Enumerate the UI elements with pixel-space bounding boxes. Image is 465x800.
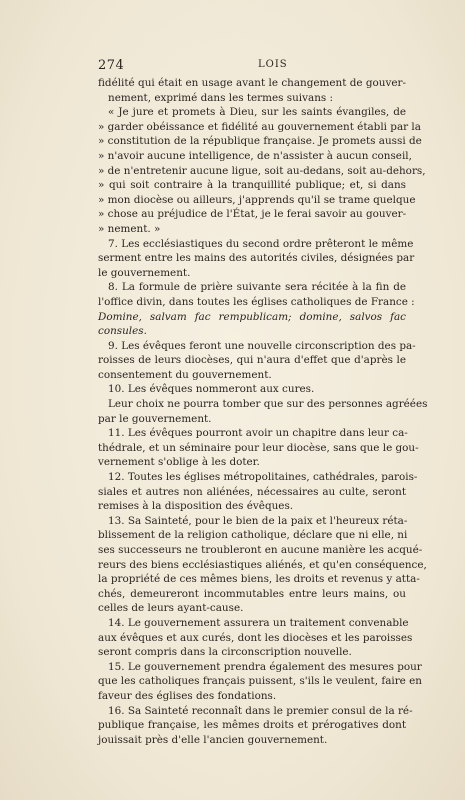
text-line: » constitution de la république française. Je promets aussi de [98, 135, 422, 148]
text-line: siales et autres non aliénées, nécessaires au culte, seront [98, 485, 406, 498]
text-line: publique française, les mêmes droits et prérogatives dont [98, 719, 406, 732]
text-line: » de n'entretenir aucune ligue, soit au-dedans, soit au-dehors, [98, 164, 426, 177]
text-line: Leur choix ne pourra tomber que sur des personnes agréées [108, 398, 428, 411]
text-line: 14. Le gouvernement assurera un traitement convenable [108, 616, 409, 629]
text-line: 11. Les évêques pourront avoir un chapitre dans leur ca- [108, 427, 408, 440]
text-line: la propriété de ces mêmes biens, les droits et revenus y atta- [98, 573, 420, 586]
text-line: » n'avoir aucune intelligence, de n'assister à aucun conseil, [98, 149, 412, 162]
page-header [98, 58, 403, 74]
text-line: thédrale, et un séminaire pour leur diocèse, sans que le gou- [98, 441, 419, 454]
text-line: consules. [98, 325, 147, 338]
text-line: » garder obéissance et fidélité au gouvernement établi par la [98, 120, 421, 133]
text-line: vernement s'oblige à les doter. [98, 456, 260, 469]
text-line: serment entre les mains des autorités civiles, désignées par [98, 252, 415, 265]
text-line: » qui soit contraire à la tranquillité publique; et, si dans [98, 179, 406, 192]
text-line: » mon diocèse ou ailleurs, j'apprends qu'il se trame quelque [98, 193, 416, 206]
text-line: » chose au préjudice de l'État, je le ferai savoir au gouver- [98, 208, 407, 221]
text-line: seront compris dans la circonscription nouvelle. [98, 646, 352, 659]
text-line: que les catholiques français puissent, s'ils le veulent, faire en [98, 675, 422, 688]
text-line: 15. Le gouvernement prendra également des mesures pour [108, 660, 422, 673]
text-line: 12. Toutes les églises métropolitaines, cathédrales, parois- [108, 471, 418, 484]
text-line: remises à la disposition des évêques. [98, 500, 294, 513]
text-line: « Je jure et promets à Dieu, sur les saints évangiles, de [108, 106, 406, 119]
text-line: 9. Les évêques feront une nouvelle circonscription des pa- [108, 339, 416, 352]
text-line: 8. La formule de prière suivante sera récitée à la fin de [108, 281, 406, 294]
text-line: par le gouvernement. [98, 412, 212, 425]
text-line: blissement de la religion catholique, déclare que ni elle, ni [98, 529, 408, 542]
text-line: le gouvernement. [98, 266, 191, 279]
text-line: » nement. » [98, 222, 161, 235]
text-line: 7. Les ecclésiastiques du second ordre prêteront le même [108, 237, 414, 250]
text-line: celles de leurs ayant-cause. [98, 602, 244, 615]
text-line: nement, exprimé dans les termes suivans : [108, 91, 334, 104]
text-line: Domine, salvam fac rempublicam; domine, salvos fac [98, 310, 406, 323]
text-line: l'office divin, dans toutes les églises catholiques de France : [98, 295, 415, 308]
page-body-text [98, 76, 428, 747]
text-line: 10. Les évêques nommeront aux cures. [108, 383, 315, 396]
page-number: 274 [98, 58, 125, 73]
text-line: jouissait près d'elle l'ancien gouvernement. [98, 733, 328, 746]
text-line: fidélité qui était en usage avant le changement de gouver- [98, 77, 406, 89]
text-line: chés, demeureront incommutables entre leurs mains, ou [98, 587, 406, 600]
text-line: aux évêques et aux curés, dont les diocèses et les paroisses [98, 631, 413, 644]
text-line: roisses de leurs diocèses, qui n'aura d'effet que d'après le [98, 354, 406, 367]
text-line: 16. Sa Sainteté reconnaît dans le premier consul de la ré- [108, 704, 413, 717]
text-line: consentement du gouvernement. [98, 368, 272, 381]
text-line: reurs des biens ecclésiastiques aliénés, et qu'en conséquence, [98, 558, 427, 571]
running-head: LOIS [258, 59, 288, 70]
text-line: faveur des églises des fondations. [98, 689, 277, 702]
text-line: 13. Sa Sainteté, pour le bien de la paix et l'heureux réta- [108, 514, 408, 527]
text-line: ses successeurs ne troubleront en aucune manière les acqué- [98, 544, 423, 556]
